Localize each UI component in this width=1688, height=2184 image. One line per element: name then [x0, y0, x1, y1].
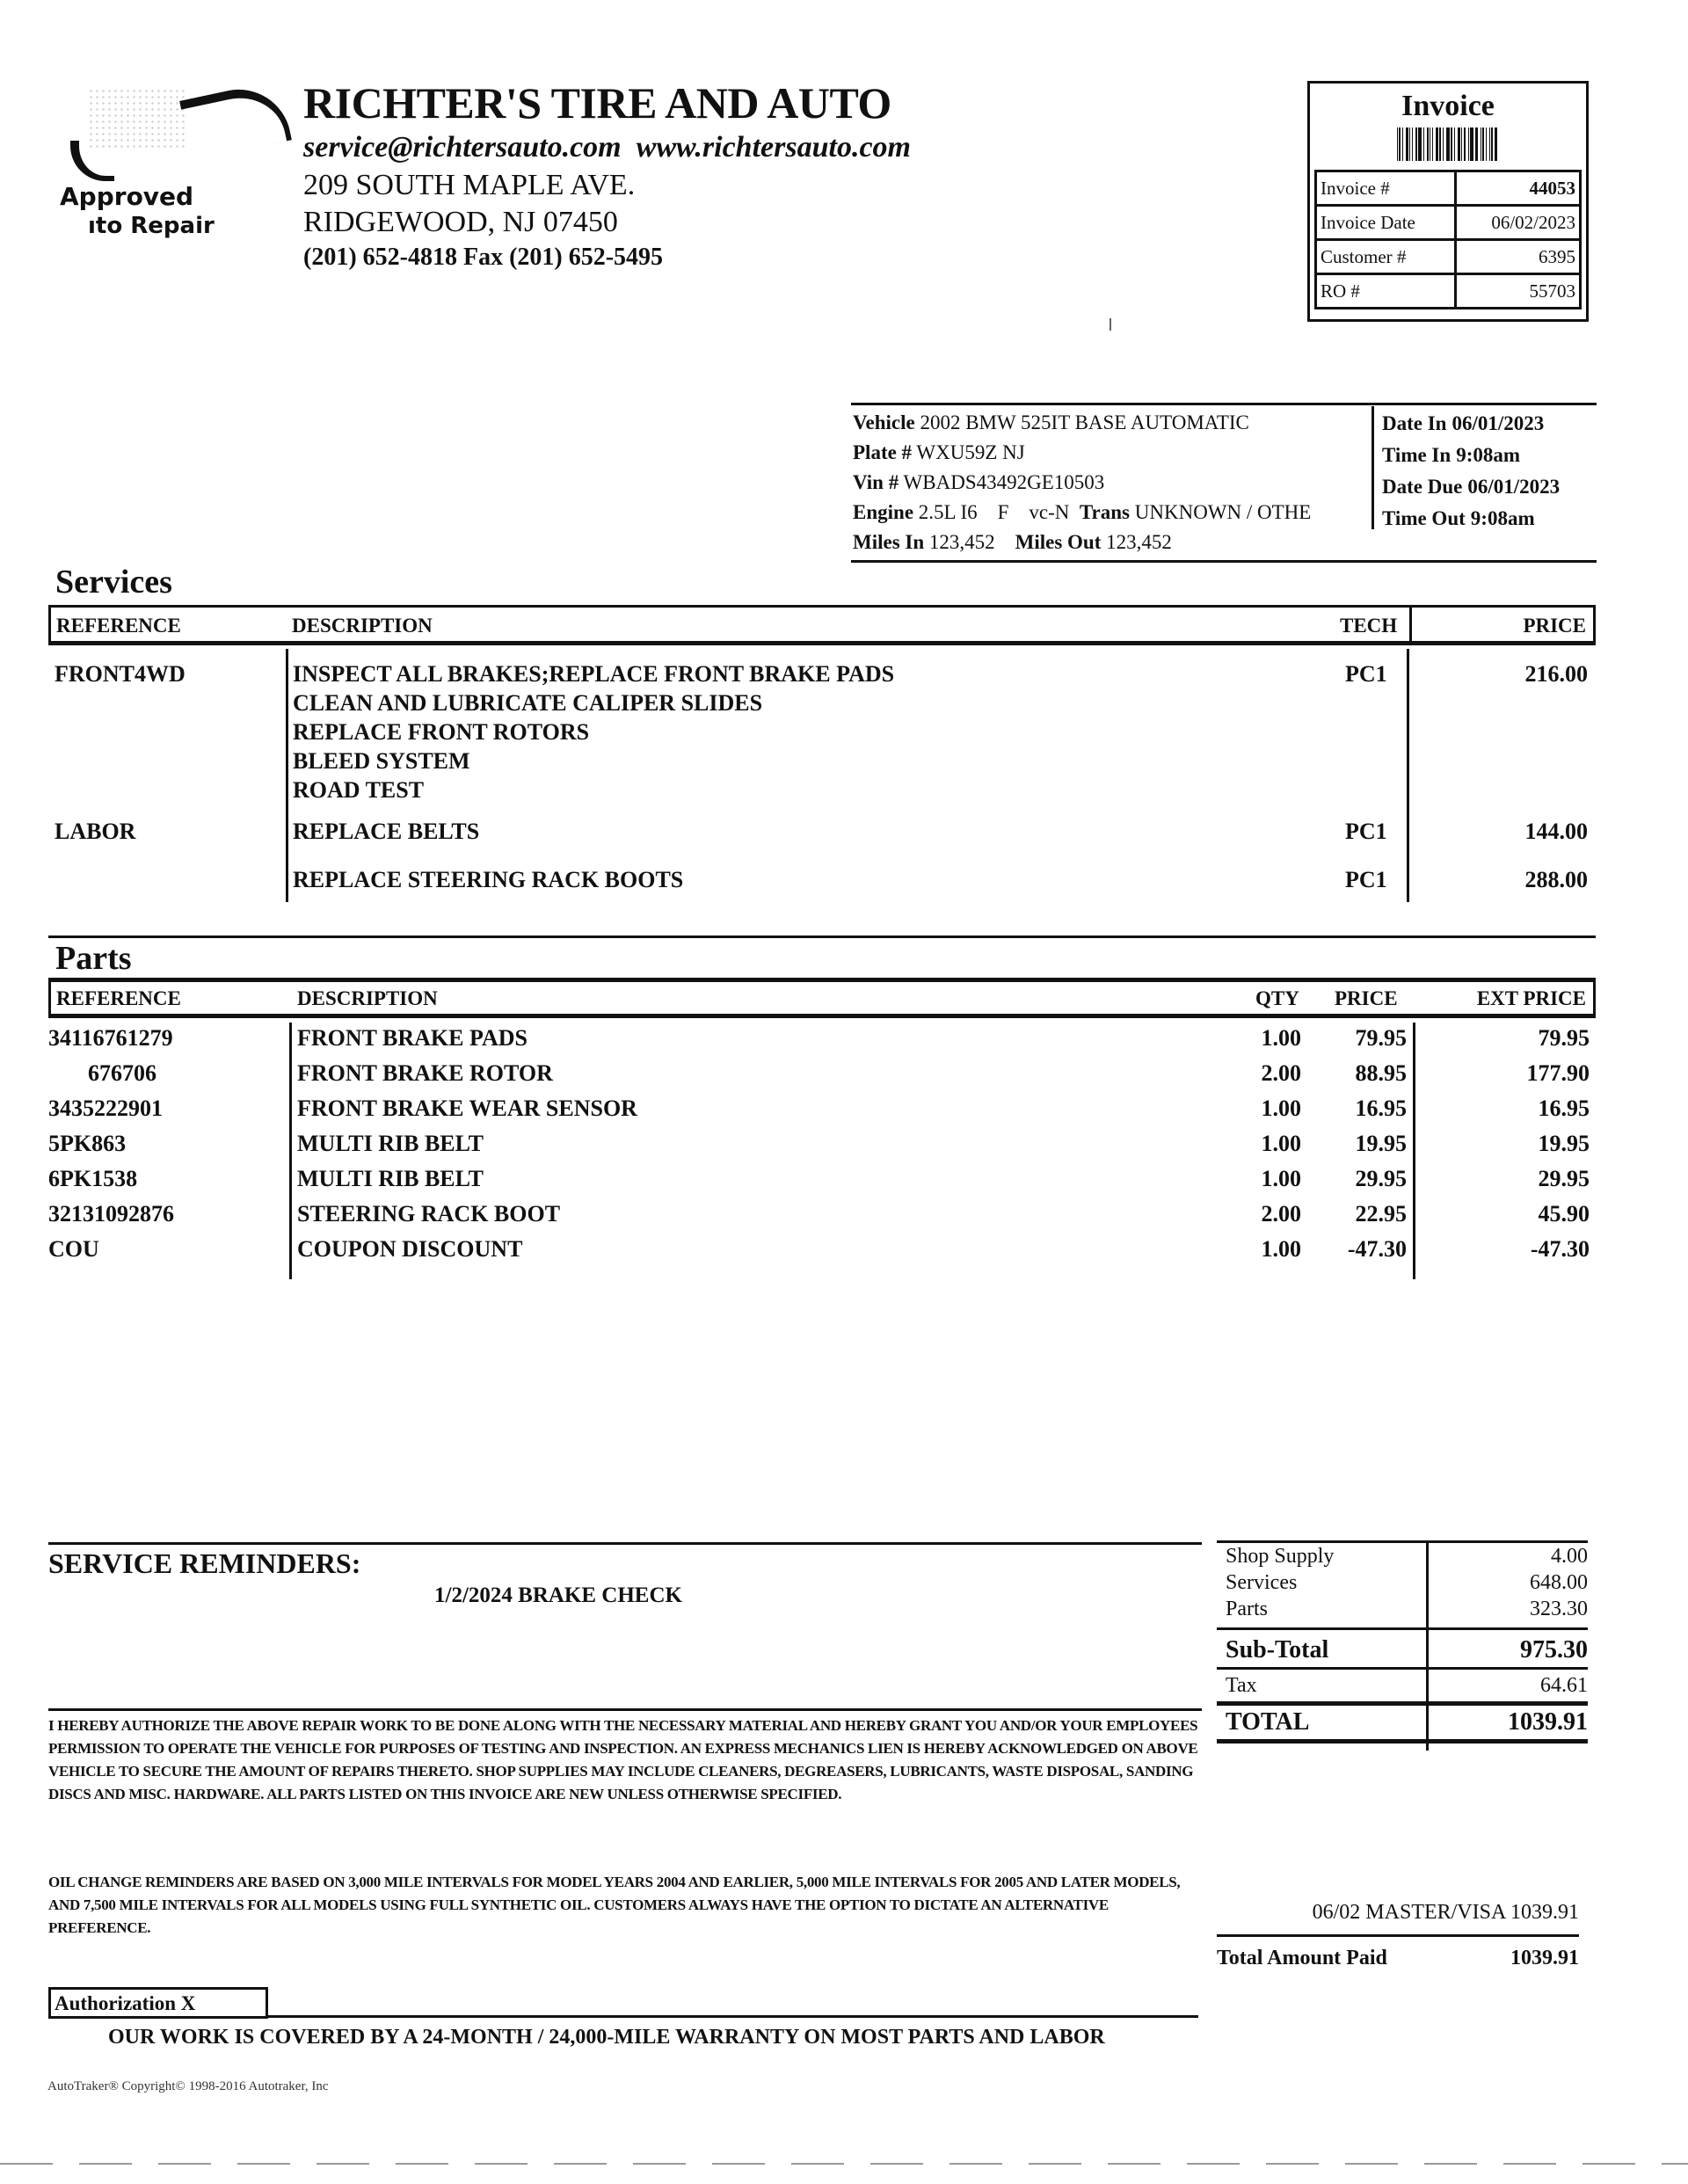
part-description: STEERING RACK BOOT [297, 1201, 561, 1227]
part-reference: 34116761279 [48, 1025, 173, 1051]
divider [1413, 1023, 1415, 1279]
customer-number-row [1316, 240, 1581, 274]
service-line: REPLACE FRONT ROTORS [293, 719, 590, 745]
divider [1217, 1934, 1579, 1937]
part-ext-price: 19.95 [1538, 1131, 1590, 1156]
barcode-bar [1399, 127, 1401, 161]
barcode-bar [1468, 127, 1469, 161]
warranty-notice: OUR WORK IS COVERED BY A 24-MONTH / 24,000-MILE WARRANTY ON MOST PARTS AND LABOR [108, 2026, 1105, 2049]
col-tech: TECH [1340, 615, 1398, 637]
parts-title: Parts [55, 940, 132, 977]
page-edge-artifact [0, 2163, 1688, 2165]
service-reminders-title: SERVICE REMINDERS: [48, 1547, 361, 1579]
divider [1372, 406, 1374, 529]
part-reference: 5PK863 [48, 1131, 127, 1156]
divider [1217, 1739, 1588, 1744]
part-price: 79.95 [1355, 1025, 1407, 1051]
col-price: PRICE [1335, 987, 1398, 1009]
part-qty: 1.00 [1261, 1025, 1301, 1051]
barcode-bar [1464, 127, 1466, 161]
subtotal-row: Sub-Total 975.30 [1217, 1634, 1588, 1667]
services-amount: 648.00 [1530, 1571, 1588, 1594]
approved-auto-repair-logo [53, 79, 255, 237]
barcode-bar [1491, 127, 1493, 161]
barcode-bar [1446, 127, 1450, 161]
services-table-header [48, 605, 1596, 645]
logo-swoosh-icon [179, 80, 292, 162]
ro-number-row [1316, 274, 1581, 309]
divider [851, 560, 1597, 563]
divider [1407, 649, 1409, 902]
date-due-line: Date Due 06/01/2023 [1382, 476, 1561, 498]
service-line: BLEED SYSTEM [293, 748, 470, 774]
service-reminder-item: 1/2/2024 BRAKE CHECK [434, 1583, 682, 1607]
col-description: DESCRIPTION [297, 987, 438, 1009]
part-reference: 32131092876 [48, 1201, 174, 1227]
company-phone: (201) 652-4818 Fax (201) 652-5495 [303, 244, 664, 271]
authorization-signature-box[interactable] [48, 1987, 268, 2019]
authorization-label: Authorization X [55, 1992, 196, 2014]
time-out: 9:08am [1470, 507, 1535, 529]
col-ext-price: EXT PRICE [1476, 987, 1586, 1009]
date-in: 06/01/2023 [1452, 412, 1545, 434]
vin-number: WBADS43492GE10503 [903, 471, 1105, 493]
service-tech: PC1 [1345, 661, 1387, 687]
col-description: DESCRIPTION [292, 615, 433, 637]
divider [851, 403, 1597, 405]
col-price: PRICE [1523, 615, 1586, 637]
part-reference: 6PK1538 [48, 1166, 138, 1191]
trans-value: UNKNOWN / OTHE [1134, 501, 1312, 523]
barcode-bar [1427, 127, 1429, 161]
vehicle-line: Vehicle 2002 BMW 525IT BASE AUTOMATIC [853, 411, 1249, 433]
tax-amount: 64.61 [1540, 1674, 1588, 1697]
vin-line: Vin # WBADS43492GE10503 [853, 471, 1105, 493]
logo-swoosh-icon [70, 141, 114, 181]
barcode-bar [1489, 127, 1490, 161]
barcode-bar [1418, 127, 1422, 161]
plate-line: Plate # WXU59Z NJ [853, 441, 1025, 463]
payment-line: 06/02 MASTER/VISA 1039.91 [1312, 1901, 1579, 1924]
part-price: 19.95 [1355, 1131, 1407, 1156]
services-total-row: Services 648.00 [1226, 1571, 1588, 1594]
part-ext-price: 29.95 [1538, 1166, 1590, 1191]
part-price: 22.95 [1355, 1201, 1407, 1227]
service-reference: LABOR [55, 819, 136, 844]
shop-supply-amount: 4.00 [1551, 1545, 1588, 1568]
authorization-terms: I HEREBY AUTHORIZE THE ABOVE REPAIR WORK TO BE DONE ALONG WITH THE NECESSARY MATERIAL AND HEREBY GRANT YOU AND/OR YOUR EMPLOYEES PERMISSION TO OPERATE THE VEHICLE FOR PURPOSES OF TESTING AND INSPECTION. AN EXPRESS MECHANICS LIEN IS HEREBY ACKNOWLEDGED ON ABOVE VEHICLE TO SECURE THE AMOUNT OF REPAIRS THERETO. SHOP SUPPLIES MAY INCLUDE CLEANERS, DEGREASERS, LUBRICANTS, WASTE DISPOSAL, SANDING DISCS AND MISC. HARDWARE. ALL PARTS LISTED ON THIS INVOICE ARE NEW UNLESS OTHERWISE SPECIFIED. [48, 1717, 1198, 1802]
parts-amount: 323.30 [1530, 1598, 1588, 1620]
time-in-line: Time In 9:08am [1382, 444, 1521, 466]
barcode-bar [1482, 127, 1484, 161]
part-ext-price: 45.90 [1538, 1201, 1590, 1227]
barcode-bar [1454, 127, 1455, 161]
service-price: 288.00 [1524, 867, 1588, 892]
part-price: -47.30 [1347, 1236, 1407, 1262]
miles-out: 123,452 [1106, 531, 1172, 553]
part-ext-price: -47.30 [1530, 1236, 1590, 1262]
logo-text-line2: ıto Repair [88, 213, 215, 239]
divider [48, 1542, 1202, 1545]
service-price: 216.00 [1524, 661, 1588, 687]
part-ext-price: 16.95 [1538, 1096, 1590, 1121]
service-line: INSPECT ALL BRAKES;REPLACE FRONT BRAKE PADS [293, 661, 895, 687]
barcode-bar [1475, 127, 1478, 161]
barcode-bar [1486, 127, 1487, 161]
barcode-bar [1495, 127, 1497, 161]
logo-text-line1: Approved [60, 182, 194, 211]
total-row: TOTAL 1039.91 [1217, 1706, 1588, 1739]
total-amount-paid: 1039.91 [1510, 1947, 1579, 1969]
barcode-bar [1406, 127, 1408, 161]
shop-supply-row: Shop Supply 4.00 [1226, 1545, 1588, 1568]
part-reference: 3435222901 [48, 1096, 163, 1121]
services-title: Services [55, 564, 172, 601]
time-in: 9:08am [1456, 444, 1521, 466]
part-qty: 1.00 [1261, 1096, 1301, 1121]
time-out-line: Time Out 9:08am [1382, 507, 1535, 529]
barcode-bar [1409, 127, 1410, 161]
barcode-bar [1423, 127, 1424, 161]
divider [1409, 608, 1412, 641]
part-qty: 2.00 [1261, 1060, 1301, 1086]
totals-summary [1217, 1543, 1588, 1744]
parts-total-row: Parts 323.30 [1226, 1598, 1588, 1620]
invoice-number: 44053 [1455, 171, 1580, 206]
company-address2: RIDGEWOOD, NJ 07450 [303, 206, 618, 238]
invoice-title: Invoice [1401, 90, 1495, 122]
company-header [303, 77, 989, 274]
oil-change-notice: OIL CHANGE REMINDERS ARE BASED ON 3,000 MILE INTERVALS FOR MODEL YEARS 2004 AND EARLIER, 5,000 MILE INTERVALS FOR 2005 AND LATER MODELS, AND 7,500 MILE INTERVALS FOR ALL MODELS USING FULL SYNTHETIC OIL. CUSTOMERS ALWAYS HAVE THE OPTION TO DICTATE AN ALTERNATIVE PREFERENCE. [48, 1874, 1181, 1936]
miles-in: 123,452 [928, 531, 995, 553]
part-description: MULTI RIB BELT [297, 1166, 484, 1191]
customer-number: 6395 [1455, 240, 1580, 274]
subtotal-amount: 975.30 [1520, 1636, 1588, 1663]
company-address1: 209 SOUTH MAPLE AVE. [303, 169, 636, 201]
part-description: COUPON DISCOUNT [297, 1236, 523, 1262]
signature-line [268, 2015, 1198, 2018]
date-due: 06/01/2023 [1467, 476, 1561, 498]
barcode-icon [1310, 126, 1586, 161]
divider [286, 649, 288, 902]
barcode-bar [1470, 127, 1473, 161]
total-amount: 1039.91 [1508, 1708, 1588, 1736]
service-line: CLEAN AND LUBRICATE CALIPER SLIDES [293, 690, 763, 716]
service-line: ROAD TEST [293, 777, 425, 803]
part-description: FRONT BRAKE PADS [297, 1025, 528, 1051]
company-email[interactable]: service@richtersauto.com [303, 131, 622, 164]
col-reference: REFERENCE [56, 615, 181, 637]
invoice-fields-table [1314, 170, 1582, 309]
vehicle-description: 2002 BMW 525IT BASE AUTOMATIC [920, 411, 1249, 433]
part-qty: 2.00 [1261, 1201, 1301, 1227]
divider [48, 1708, 1202, 1711]
service-line: REPLACE BELTS [293, 819, 480, 844]
part-price: 29.95 [1355, 1166, 1407, 1191]
plate-number: WXU59Z NJ [916, 441, 1025, 463]
part-description: MULTI RIB BELT [297, 1131, 484, 1156]
part-ext-price: 177.90 [1526, 1060, 1590, 1086]
parts-table-header [48, 978, 1596, 1018]
total-amount-paid-label: Total Amount Paid [1217, 1947, 1387, 1969]
service-tech: PC1 [1345, 819, 1387, 844]
divider [48, 935, 1596, 938]
part-qty: 1.00 [1261, 1131, 1301, 1156]
copyright: AutoTraker® Copyright© 1998-2016 Autotraker, Inc [47, 2079, 329, 2093]
part-description: FRONT BRAKE WEAR SENSOR [297, 1096, 637, 1121]
date-info [1382, 408, 1597, 535]
part-reference: COU [48, 1236, 99, 1262]
barcode-bar [1415, 127, 1417, 161]
barcode-bar [1443, 127, 1444, 161]
barcode-bar [1439, 127, 1441, 161]
part-qty: 1.00 [1261, 1236, 1301, 1262]
company-contact-web [303, 128, 989, 167]
barcode-bar [1436, 127, 1438, 161]
barcode-bar [1458, 127, 1460, 161]
ro-number: 55703 [1455, 274, 1580, 309]
company-website[interactable]: www.richtersauto.com [636, 131, 911, 164]
invoice-number-row [1316, 171, 1581, 206]
vehicle-info [853, 408, 1363, 557]
invoice-date-row [1316, 206, 1581, 240]
service-price: 144.00 [1524, 819, 1588, 844]
barcode-bar [1451, 127, 1452, 161]
barcode-bar [1402, 127, 1403, 161]
invoice-info-box [1307, 81, 1589, 322]
part-ext-price: 79.95 [1538, 1025, 1590, 1051]
part-price: 88.95 [1355, 1060, 1407, 1086]
divider [1217, 1627, 1588, 1630]
field-label: RO # [1316, 274, 1456, 309]
part-qty: 1.00 [1261, 1166, 1301, 1191]
miles-line: Miles In 123,452 Miles Out 123,452 [853, 531, 1172, 553]
engine-line: Engine 2.5L I6 F vc-N Trans UNKNOWN / OTHE [853, 501, 1312, 523]
field-label: Invoice # [1316, 171, 1456, 206]
col-reference: REFERENCE [56, 987, 181, 1009]
field-label: Invoice Date [1316, 206, 1456, 240]
date-in-line: Date In 06/01/2023 [1382, 412, 1545, 434]
field-label: Customer # [1316, 240, 1456, 274]
invoice-date: 06/02/2023 [1455, 206, 1580, 240]
service-reference: FRONT4WD [55, 661, 186, 687]
part-price: 16.95 [1355, 1096, 1407, 1121]
barcode-bar [1412, 127, 1413, 161]
part-description: FRONT BRAKE ROTOR [297, 1060, 553, 1086]
service-line: REPLACE STEERING RACK BOOTS [293, 867, 684, 892]
barcode-bar [1432, 127, 1433, 161]
barcode-bar [1461, 127, 1462, 161]
col-qty: QTY [1255, 987, 1299, 1009]
part-reference: 676706 [88, 1060, 156, 1086]
scan-mark [1110, 318, 1111, 331]
engine-value: 2.5L I6 F vc-N [918, 501, 1070, 523]
service-tech: PC1 [1345, 867, 1387, 892]
tax-row: Tax 64.61 [1217, 1670, 1588, 1701]
company-name: RICHTER'S TIRE AND AUTO [303, 78, 891, 127]
barcode-bar [1397, 127, 1398, 161]
